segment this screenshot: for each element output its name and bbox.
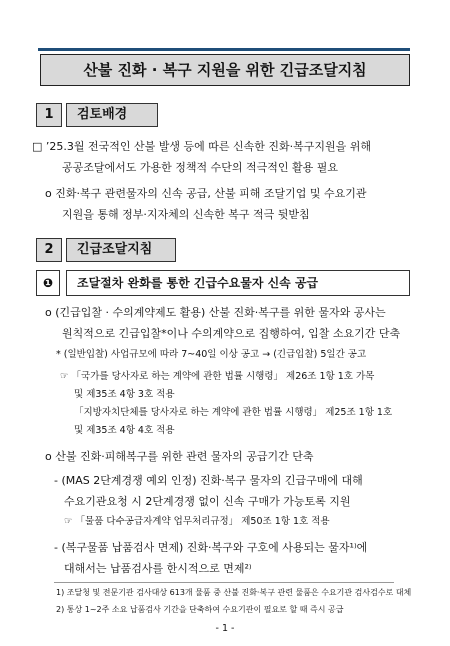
section-1-paragraph-1-line-1: □ ’25.3월 전국적인 산불 발생 등에 따른 신속한 진화·복구지원을 위해 [32, 140, 371, 153]
item-d-line-1: - (복구물품 납품검사 면제) 진화·복구와 구호에 사용되는 물자¹⁾에 [54, 541, 368, 554]
footnote-divider [54, 582, 394, 583]
section-2-number: 2 [36, 238, 62, 262]
document-title: 산불 진화 · 복구 지원을 위한 긴급조달지침 [40, 54, 410, 86]
subsection-1-title: 조달절차 완화를 통한 긴급수요물자 신속 공급 [66, 270, 410, 296]
item-a-ref-1-line-2: 및 제35조 4항 3호 적용 [74, 389, 175, 400]
page-number: - 1 - [215, 623, 235, 634]
item-c-reference: ☞ 「물품 다수공급자계약 업무처리규정」 제50조 1항 1호 적용 [64, 516, 330, 527]
section-1-paragraph-2-line-1: o 진화·복구 관련물자의 신속 공급, 산불 피해 조달기업 및 수요기관 [45, 187, 367, 200]
item-d-line-2: 대해서는 납품검사를 한시적으로 면제²⁾ [64, 562, 252, 575]
section-1-number: 1 [36, 103, 62, 127]
item-a-line-1: o (긴급입찰 · 수의계약제도 활용) 산불 진화·복구를 위한 물자와 공사는 [45, 306, 386, 319]
section-1-paragraph-1-line-2: 공공조달에서도 가용한 정책적 수단의 적극적인 활용 필요 [62, 161, 339, 174]
footnote-2: 2) 통상 1~2주 소요 납품검사 기간을 단축하여 수요기관이 필요로 할 때 즉시 공급 [56, 605, 344, 614]
section-2-title: 긴급조달지침 [66, 238, 176, 262]
section-1-title: 검토배경 [66, 103, 158, 127]
item-a-line-2: 원칙적으로 긴급입찰*이나 수의계약으로 집행하여, 입찰 소요기간 단축 [62, 327, 401, 340]
subsection-1-number: ❶ [42, 276, 54, 290]
footnote-1: 1) 조달청 및 전문기관 검사대상 613개 물품 중 산불 진화·복구 관련 물품은 수요기관 검사검수로 대체 [56, 588, 412, 597]
item-a-note: * (일반입찰) 사업규모에 따라 7~40일 이상 공고 → (긴급입찰) 5일간 공고 [56, 349, 367, 360]
item-a-ref-2-line-2: 및 제35조 4항 4호 적용 [74, 425, 175, 436]
item-c-line-2: 수요기관요청 시 2단계경쟁 없이 신속 구매가 가능토록 지원 [64, 495, 351, 508]
item-a-ref-1-line-1: ☞ 「국가를 당사자로 하는 계약에 관한 법률 시행령」 제26조 1항 1호 가목 [60, 371, 375, 382]
item-a-ref-2-line-1: 「지방자치단체를 당사자로 하는 계약에 관한 법률 시행령」 제25조 1항 1호 [74, 407, 393, 418]
subsection-1-number-box [36, 270, 60, 296]
item-b-line-1: o 산불 진화·피해복구를 위한 관련 물자의 공급기간 단축 [45, 450, 314, 463]
title-top-rule [38, 48, 410, 51]
item-c-line-1: - (MAS 2단계경쟁 예외 인정) 진화·복구 물자의 긴급구매에 대해 [54, 474, 363, 487]
section-1-paragraph-2-line-2: 지원을 통해 정부·지자체의 신속한 복구 적극 뒷받침 [62, 208, 310, 221]
